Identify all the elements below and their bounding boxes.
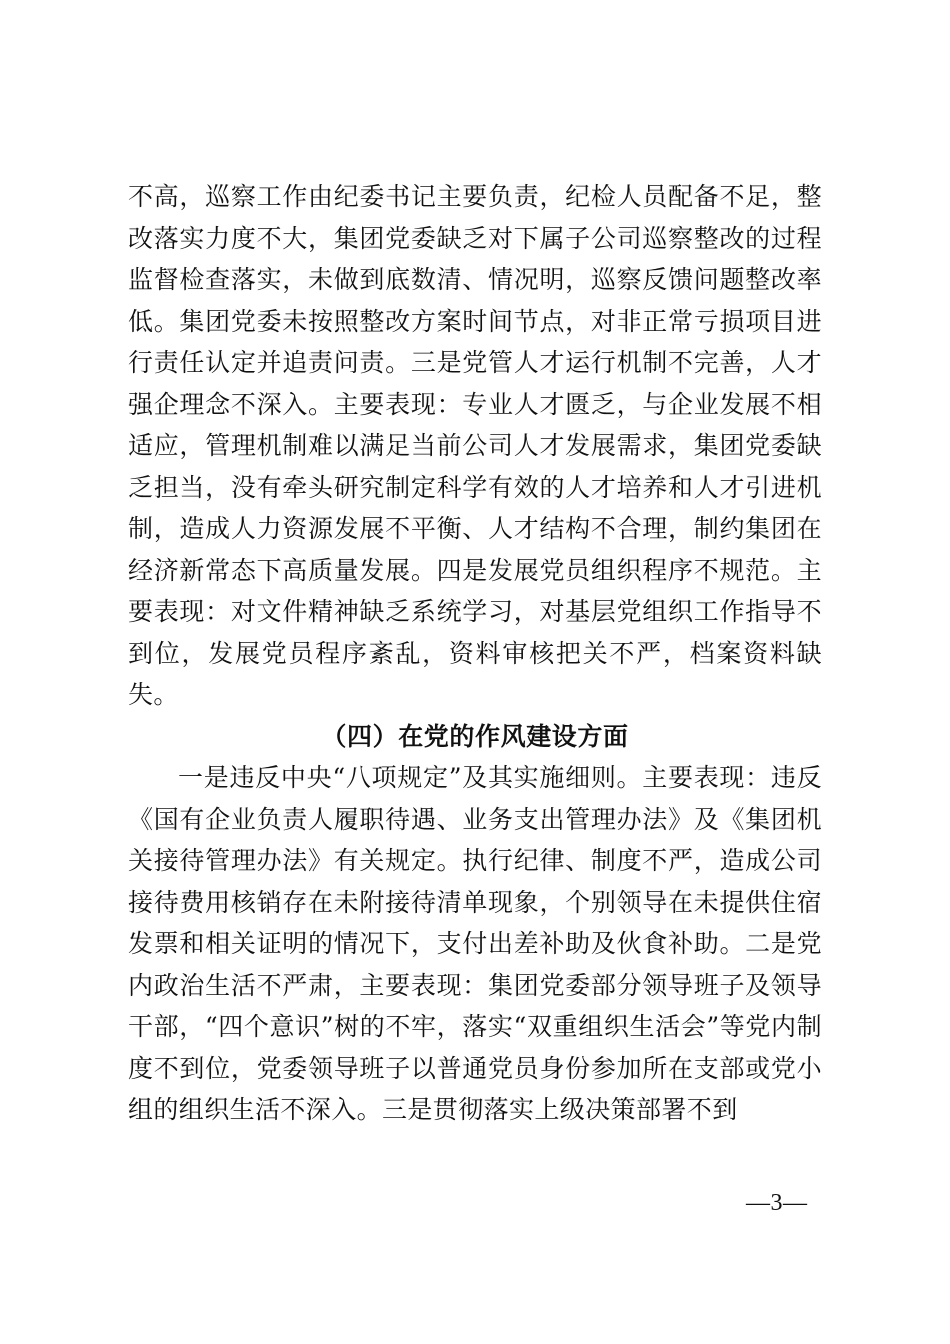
section-heading: （四）在党的作风建设方面	[321, 721, 629, 751]
document-body	[128, 176, 822, 1131]
continued-paragraph: 不高，巡察工作由纪委书记主要负责，纪检人员配备不足，整改落实力度不大，集团党委缺乏对下属子公司巡察整改的过程监督检查落实，未做到底数清、情况明，巡察反馈问题整改率低。集团党委未按照整改方案时间节点，对非正常亏损项目进行责任认定并追责问责。三是党管人才运行机制不完善，人才强企理念不深入。主要表现：专业人才匮乏，与企业发展不相适应，管理机制难以满足当前公司人才发展需求，集团党委缺乏担当，没有牵头研究制定科学有效的人才培养和人才引进机制，造成人力资源发展不平衡、人才结构不合理，制约集团在经济新常态下高质量发展。四是发展党员组织程序不规范。主要表现：对文件精神缺乏系统学习，对基层党组织工作指导不到位，发展党员程序紊乱，资料审核把关不严，档案资料缺失。	[128, 182, 822, 709]
section-paragraph: 一是违反中央“八项规定”及其实施细则。主要表现：违反《国有企业负责人履职待遇、业务支出管理办法》及《集团机关接待管理办法》有关规定。执行纪律、制度不严，造成公司接待费用核销存在未附接待清单现象，个别领导在未提供住宿发票和相关证明的情况下，支付出差补助及伙食补助。二是党内政治生活不严肃，主要表现：集团党委部分领导班子及领导干部，“四个意识”树的不牢，落实“双重组织生活会”等党内制度不到位，党委领导班子以普通党员身份参加所在支部或党小组的组织生活不深入。三是贯彻落实上级决策部署不到	[128, 763, 822, 1124]
page-number: —3—	[746, 1190, 808, 1216]
